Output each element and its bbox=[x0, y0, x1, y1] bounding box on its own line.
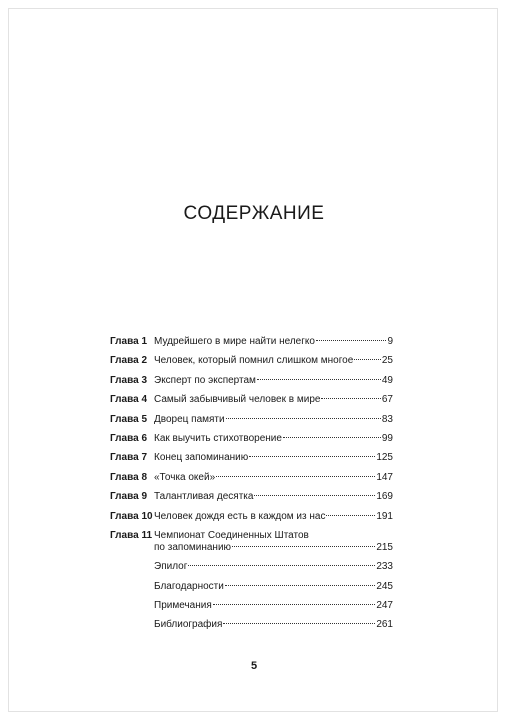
leader-dots bbox=[213, 604, 376, 605]
page-ref: 99 bbox=[381, 432, 393, 444]
leader-dots bbox=[226, 418, 381, 419]
toc-entry-acknowledgements[interactable] bbox=[110, 581, 393, 600]
chapter-label: Глава 6 bbox=[110, 432, 148, 444]
toc-entry-8[interactable] bbox=[110, 472, 393, 491]
toc-entry-9[interactable] bbox=[110, 491, 393, 510]
chapter-title: Чемпионат Соединенных Штатов bbox=[154, 529, 309, 541]
table-of-contents bbox=[110, 336, 393, 639]
toc-entry-7[interactable] bbox=[110, 452, 393, 471]
page-ref: 191 bbox=[376, 510, 393, 522]
chapter-label: Глава 10 bbox=[110, 510, 153, 522]
chapter-label: Глава 9 bbox=[110, 491, 148, 503]
page-ref: 9 bbox=[387, 336, 393, 347]
toc-entry-5[interactable] bbox=[110, 414, 393, 433]
toc-entry-notes[interactable] bbox=[110, 600, 393, 619]
leader-dots bbox=[354, 359, 381, 360]
chapter-label: Глава 4 bbox=[110, 394, 148, 406]
leader-dots bbox=[283, 437, 381, 438]
toc-entry-3[interactable] bbox=[110, 375, 393, 394]
chapter-label: Глава 2 bbox=[110, 355, 148, 367]
page-ref: 261 bbox=[376, 619, 393, 631]
toc-entry-11-cont[interactable] bbox=[110, 542, 393, 561]
page-ref: 67 bbox=[381, 394, 393, 406]
leader-dots bbox=[223, 623, 375, 624]
section-title: Эпилог bbox=[154, 561, 188, 573]
chapter-title: Человек дождя есть в каждом из нас bbox=[154, 510, 326, 522]
leader-dots bbox=[216, 476, 375, 477]
chapter-label: Глава 7 bbox=[110, 452, 148, 464]
chapter-title: «Точка окей» bbox=[154, 471, 216, 483]
page-ref: 233 bbox=[376, 561, 393, 573]
page-ref: 125 bbox=[376, 452, 393, 464]
chapter-label: Глава 5 bbox=[110, 413, 148, 425]
toc-entry-11[interactable] bbox=[110, 530, 393, 542]
section-title: Примечания bbox=[154, 600, 212, 612]
page-ref: 169 bbox=[376, 491, 393, 503]
chapter-title: Эксперт по экспертам bbox=[154, 374, 256, 386]
chapter-title: Как выучить стихотворение bbox=[154, 432, 282, 444]
leader-dots bbox=[254, 495, 375, 496]
page-title: СОДЕРЖАНИЕ bbox=[183, 203, 325, 224]
chapter-label: Глава 1 bbox=[110, 336, 148, 347]
chapter-title-cont: по запоминанию bbox=[154, 541, 232, 553]
page-ref: 247 bbox=[376, 600, 393, 612]
page-number: 5 bbox=[250, 660, 258, 672]
leader-dots bbox=[225, 585, 375, 586]
chapter-label: Глава 3 bbox=[110, 374, 148, 386]
page-ref: 25 bbox=[381, 355, 393, 367]
chapter-title: Самый забывчивый человек в мире bbox=[154, 394, 321, 406]
toc-entry-2[interactable] bbox=[110, 355, 393, 374]
leader-dots bbox=[232, 546, 375, 547]
chapter-title: Дворец памяти bbox=[154, 413, 225, 425]
chapter-title: Человек, который помнил слишком многое bbox=[154, 355, 354, 367]
leader-dots bbox=[326, 515, 375, 516]
chapter-title: Талантливая десятка bbox=[154, 491, 254, 503]
chapter-label: Глава 11 bbox=[110, 529, 153, 541]
leader-dots bbox=[321, 398, 380, 399]
toc-entry-4[interactable] bbox=[110, 394, 393, 413]
page-ref: 147 bbox=[376, 471, 393, 483]
section-title: Библиография bbox=[154, 619, 223, 631]
toc-entry-1[interactable] bbox=[110, 336, 393, 355]
page-ref: 49 bbox=[381, 374, 393, 386]
chapter-title: Конец запоминанию bbox=[154, 452, 249, 464]
toc-entry-bibliography[interactable] bbox=[110, 619, 393, 638]
page-ref: 215 bbox=[376, 541, 393, 553]
toc-entry-epilogue[interactable] bbox=[110, 561, 393, 580]
leader-dots bbox=[249, 456, 375, 457]
chapter-title: Мудрейшего в мире найти нелегко bbox=[154, 336, 315, 347]
toc-entry-6[interactable] bbox=[110, 433, 393, 452]
leader-dots bbox=[188, 565, 375, 566]
page-ref: 245 bbox=[376, 580, 393, 592]
toc-entry-10[interactable] bbox=[110, 511, 393, 530]
page-ref: 83 bbox=[381, 413, 393, 425]
section-title: Благодарности bbox=[154, 580, 224, 592]
leader-dots bbox=[316, 340, 387, 341]
chapter-label: Глава 8 bbox=[110, 471, 148, 483]
leader-dots bbox=[257, 379, 381, 380]
